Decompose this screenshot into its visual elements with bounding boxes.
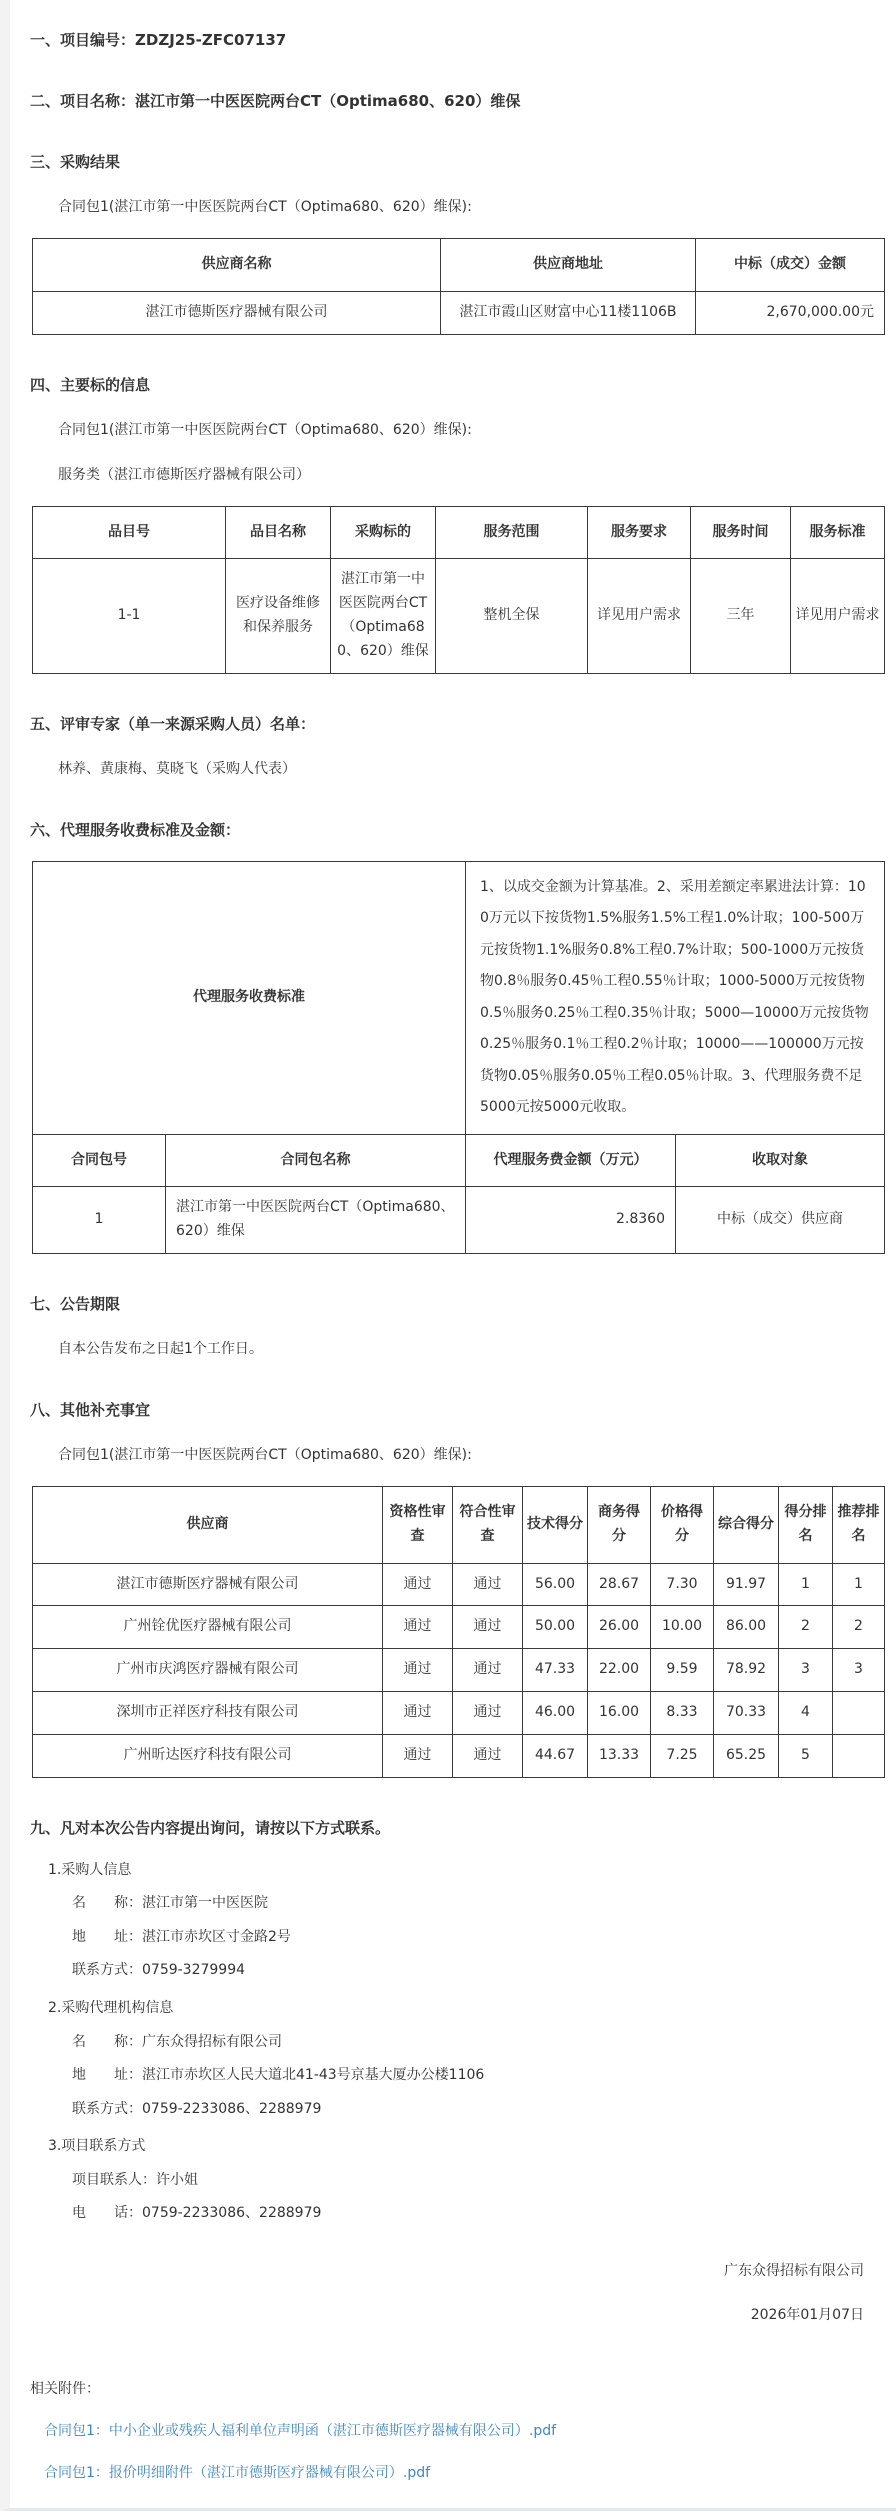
section-experts-title: 五、评审专家（单一来源采购人员）名单： xyxy=(30,714,316,733)
td-total: 86.00 xyxy=(714,1606,779,1649)
td-recommend-rank: 1 xyxy=(833,1563,885,1606)
td-recommend-rank: 2 xyxy=(833,1606,885,1649)
section-agency-fee-title: 六、代理服务收费标准及金额： xyxy=(30,820,241,839)
td-technical: 44.67 xyxy=(523,1734,588,1777)
section-supplementary-title: 八、其他补充事宜 xyxy=(30,1400,151,1419)
td-business: 22.00 xyxy=(588,1649,651,1692)
td-service-standard: 详见用户需求 xyxy=(791,559,885,673)
purchaser-info-heading: 1.采购人信息 xyxy=(48,1861,132,1878)
td-fee-payer: 中标（成交）供应商 xyxy=(676,1187,885,1254)
attachment-link-quotation-pdf[interactable]: 合同包1：报价明细附件（湛江市德斯医疗器械有限公司）.pdf xyxy=(44,2465,431,2482)
td-score-rank: 3 xyxy=(779,1649,833,1692)
announcement-period-body: 自本公告发布之日起1个工作日。 xyxy=(58,1340,263,1357)
table-row xyxy=(33,291,885,334)
td-award-amount: 2,670,000.00元 xyxy=(696,291,885,334)
table-row xyxy=(33,1606,885,1649)
experts-names: 林养、黄康梅、莫晓飞（采购人代表） xyxy=(58,760,296,777)
th-score-rank: 得分排名 xyxy=(779,1486,833,1563)
th-service-scope: 服务范围 xyxy=(436,506,588,559)
td-supplier: 广州铨优医疗器械有限公司 xyxy=(33,1606,383,1649)
td-price: 7.30 xyxy=(651,1563,714,1606)
th-procurement-subject: 采购标的 xyxy=(331,506,436,559)
section-announcement-period-title: 七、公告期限 xyxy=(30,1294,121,1313)
section-contact-title: 九、凡对本次公告内容提出询问，请按以下方式联系。 xyxy=(30,1818,391,1837)
td-total: 91.97 xyxy=(714,1563,779,1606)
fee-standard-row xyxy=(33,861,885,1134)
td-score-rank: 5 xyxy=(779,1734,833,1777)
td-recommend-rank xyxy=(833,1691,885,1734)
td-recommend-rank: 3 xyxy=(833,1649,885,1692)
th-service-standard: 服务标准 xyxy=(791,506,885,559)
td-conformity: 通过 xyxy=(453,1734,523,1777)
td-business: 28.67 xyxy=(588,1563,651,1606)
td-package-name: 湛江市第一中医医院两台CT（Optima680、620）维保 xyxy=(166,1187,466,1254)
td-score-rank: 1 xyxy=(779,1563,833,1606)
td-price: 8.33 xyxy=(651,1691,714,1734)
td-service-scope: 整机全保 xyxy=(436,559,588,673)
td-business: 26.00 xyxy=(588,1606,651,1649)
subject-package-line: 合同包1(湛江市第一中医医院两台CT（Optima680、620）维保): xyxy=(58,421,472,438)
th-item-no: 品目号 xyxy=(33,506,226,559)
td-price: 7.25 xyxy=(651,1734,714,1777)
supplementary-package-line: 合同包1(湛江市第一中医医院两台CT（Optima680、620）维保): xyxy=(58,1446,472,1463)
purchaser-address: 地 址：湛江市赤坎区寸金路2号 xyxy=(72,1928,291,1945)
agency-contact: 联系方式：0759-2233086、2288979 xyxy=(72,2100,322,2117)
td-qualification: 通过 xyxy=(383,1563,453,1606)
td-supplier-address: 湛江市霞山区财富中心11楼1106B xyxy=(441,291,696,334)
td-technical: 47.33 xyxy=(523,1649,588,1692)
agency-fee-table xyxy=(32,861,885,1254)
td-conformity: 通过 xyxy=(453,1691,523,1734)
project-contact-phone: 电 话：0759-2233086、2288979 xyxy=(72,2205,322,2222)
th-supplier-address: 供应商地址 xyxy=(441,239,696,292)
td-technical: 56.00 xyxy=(523,1563,588,1606)
subject-table xyxy=(32,506,885,674)
th-service-requirement: 服务要求 xyxy=(588,506,691,559)
table-header-row xyxy=(33,1134,885,1187)
subject-category-line: 服务类（湛江市德斯医疗器械有限公司） xyxy=(58,466,310,483)
scoring-table xyxy=(32,1486,885,1778)
section-procurement-result-title: 三、采购结果 xyxy=(30,153,121,171)
td-conformity: 通过 xyxy=(453,1606,523,1649)
td-item-name: 医疗设备维修和保养服务 xyxy=(226,559,331,673)
td-fee-standard-text: 1、以成交金额为计算基准。2、采用差额定率累进法计算：100万元以下按货物1.5%服务1.5%工程1.0%计取；100-500万元按货物1.1%服务0.8%工程0.7%计取；500-1000万元按货物0.8％服务0.45％工程0.55％计取；1000-5000万元按货物0.5％服务0.25％工程0.35％计取；5000—10000万元按货物0.25％服务0.1％工程0.2％计取；10000——100000万元按货物0.05％服务0.05％工程0.05％计取。3、代理服务费不足5000元按5000元收取。 xyxy=(466,861,885,1134)
table-row xyxy=(33,1649,885,1692)
th-price-score: 价格得分 xyxy=(651,1486,714,1563)
section-project-name-title: 二、项目名称：湛江市第一中医医院两台CT（Optima680、620）维保 xyxy=(30,92,521,110)
td-total: 78.92 xyxy=(714,1649,779,1692)
td-price: 9.59 xyxy=(651,1649,714,1692)
th-fee-payer: 收取对象 xyxy=(676,1134,885,1187)
table-row xyxy=(33,1563,885,1606)
th-recommend-rank: 推荐排名 xyxy=(833,1486,885,1563)
td-supplier: 广州市庆鸿医疗器械有限公司 xyxy=(33,1649,383,1692)
section-project-number-title: 一、项目编号：ZDZJ25-ZFC07137 xyxy=(30,31,287,49)
th-package-no: 合同包号 xyxy=(33,1134,166,1187)
td-fee-amount: 2.8360 xyxy=(466,1187,676,1254)
td-service-time: 三年 xyxy=(691,559,791,673)
th-fee-amount: 代理服务费金额（万元） xyxy=(466,1134,676,1187)
attachments-label: 相关附件： xyxy=(30,2381,100,2398)
agency-name: 名 称：广东众得招标有限公司 xyxy=(72,2033,282,2050)
td-total: 65.25 xyxy=(714,1734,779,1777)
table-header-row xyxy=(33,506,885,559)
td-price: 10.00 xyxy=(651,1606,714,1649)
signature-date: 2026年01月07日 xyxy=(750,2307,864,2324)
td-supplier: 广州昕达医疗科技有限公司 xyxy=(33,1734,383,1777)
td-fee-standard-label: 代理服务收费标准 xyxy=(33,861,466,1134)
th-total-score: 综合得分 xyxy=(714,1486,779,1563)
table-row xyxy=(33,1734,885,1777)
table-row xyxy=(33,559,885,673)
project-contact-person: 项目联系人：许小姐 xyxy=(72,2171,198,2188)
th-conformity-review: 符合性审查 xyxy=(453,1486,523,1563)
td-business: 16.00 xyxy=(588,1691,651,1734)
td-item-no: 1-1 xyxy=(33,559,226,673)
td-supplier: 湛江市德斯医疗器械有限公司 xyxy=(33,1563,383,1606)
signature-organization: 广东众得招标有限公司 xyxy=(724,2263,864,2280)
th-business-score: 商务得分 xyxy=(588,1486,651,1563)
td-business: 13.33 xyxy=(588,1734,651,1777)
td-qualification: 通过 xyxy=(383,1606,453,1649)
td-qualification: 通过 xyxy=(383,1691,453,1734)
td-total: 70.33 xyxy=(714,1691,779,1734)
th-award-amount: 中标（成交）金额 xyxy=(696,239,885,292)
th-supplier-name: 供应商名称 xyxy=(33,239,441,292)
td-qualification: 通过 xyxy=(383,1649,453,1692)
table-header-row xyxy=(33,239,885,292)
td-qualification: 通过 xyxy=(383,1734,453,1777)
attachment-link-declaration-pdf[interactable]: 合同包1：中小企业或残疾人福利单位声明函（湛江市德斯医疗器械有限公司）.pdf xyxy=(44,2423,557,2440)
th-qualification-review: 资格性审查 xyxy=(383,1486,453,1563)
td-score-rank: 2 xyxy=(779,1606,833,1649)
td-package-no: 1 xyxy=(33,1187,166,1254)
purchaser-name: 名 称：湛江市第一中医医院 xyxy=(72,1895,268,1912)
td-score-rank: 4 xyxy=(779,1691,833,1734)
th-service-time: 服务时间 xyxy=(691,506,791,559)
th-technical-score: 技术得分 xyxy=(523,1486,588,1563)
table-header-row xyxy=(33,1486,885,1563)
td-procurement-subject: 湛江市第一中医医院两台CT（Optima680、620）维保 xyxy=(331,559,436,673)
purchaser-contact: 联系方式：0759-3279994 xyxy=(72,1962,246,1979)
td-technical: 46.00 xyxy=(523,1691,588,1734)
result-table xyxy=(32,238,885,335)
td-technical: 50.00 xyxy=(523,1606,588,1649)
table-row xyxy=(33,1691,885,1734)
result-package-line: 合同包1(湛江市第一中医医院两台CT（Optima680、620）维保): xyxy=(58,199,472,215)
td-supplier: 深圳市正祥医疗科技有限公司 xyxy=(33,1691,383,1734)
td-service-requirement: 详见用户需求 xyxy=(588,559,691,673)
td-conformity: 通过 xyxy=(453,1649,523,1692)
table-row xyxy=(33,1187,885,1254)
th-item-name: 品目名称 xyxy=(226,506,331,559)
project-contact-heading: 3.项目联系方式 xyxy=(48,2138,146,2155)
td-supplier-name: 湛江市德斯医疗器械有限公司 xyxy=(33,291,441,334)
td-recommend-rank xyxy=(833,1734,885,1777)
agency-info-heading: 2.采购代理机构信息 xyxy=(48,1999,174,2016)
th-supplier: 供应商 xyxy=(33,1486,383,1563)
th-package-name: 合同包名称 xyxy=(166,1134,466,1187)
agency-address: 地 址：湛江市赤坎区人民大道北41-43号京基大厦办公楼1106 xyxy=(72,2067,485,2084)
td-conformity: 通过 xyxy=(453,1563,523,1606)
section-subject-info-title: 四、主要标的信息 xyxy=(30,375,151,394)
